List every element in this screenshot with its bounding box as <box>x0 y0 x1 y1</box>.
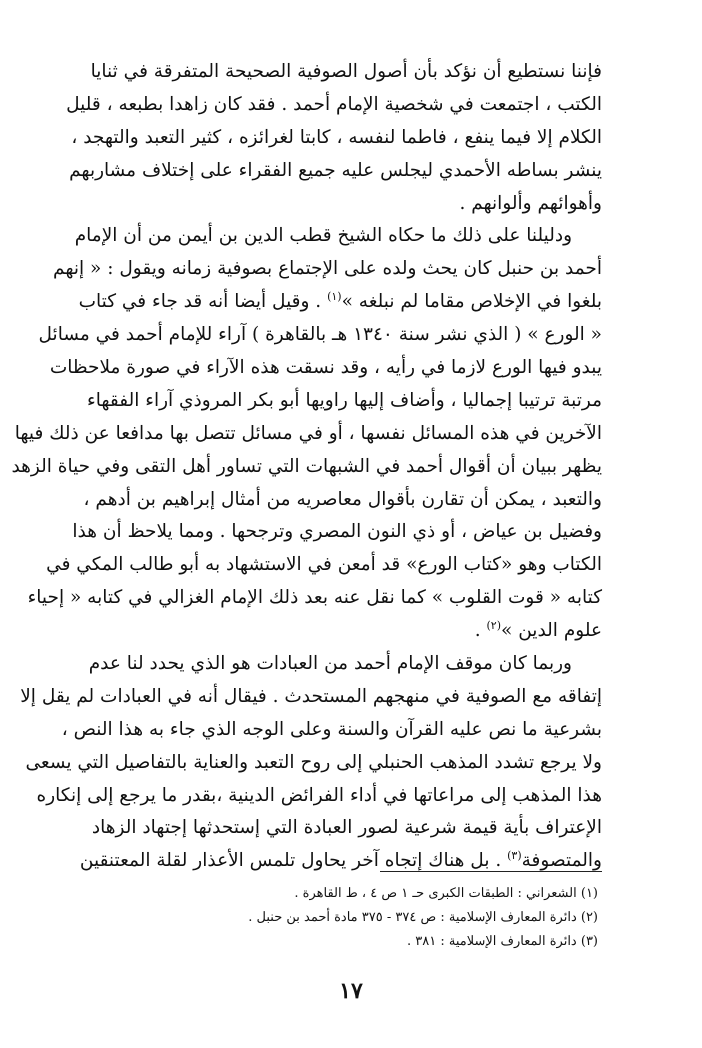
footnote-ref-1: (١) <box>327 290 342 304</box>
text-line: أحمد بن حنبل كان يحث ولده على الإجتماع بصوفية زمانه ويقول : « إنهم <box>53 258 602 280</box>
text-line: ينشر بساطه الأحمدي ليجلس عليه جميع الفقراء على إختلاف مشاربهم <box>69 159 602 181</box>
text-line: الكتب ، اجتمعت في شخصية الإمام أحمد . فقد كان زاهدا بطبعه ، قليل <box>66 93 602 115</box>
page-number: ١٧ <box>339 978 363 1004</box>
footnote-ref-3: (٣) <box>507 849 522 863</box>
text-line: إتفاقه مع الصوفية في منهجهم المستحدث . فيقال أنه في العبادات لم يقل إلا <box>20 685 602 707</box>
text-line: الكتاب وهو «كتاب الورع» قد أمعن في الاستشهاد به أبو طالب المكي في <box>46 554 602 576</box>
text-line: الإعتراف بأية قيمة شرعية لصور العبادة التي إستحدثها إجتهاد الزهاد <box>91 817 602 839</box>
footnote-ref-2: (٢) <box>486 618 502 632</box>
text-line <box>78 286 602 319</box>
footnote-2: (٢) دائرة المعارف الإسلامية : ص ٣٧٤ - ٣٧٥ مادة أحمد بن حنبل . <box>248 910 598 925</box>
text-line: مرتبة ترتيبا إجماليا ، وأضاف إليها راويها أبو بكر المروذي آراء الفقهاء <box>87 389 602 411</box>
text-line: ولا يرجع تشدد المذهب الحنبلي إلى روح التعبد والعناية بالتفاصيل التي يسعى <box>25 751 602 773</box>
body-text <box>11 56 602 878</box>
text-line: ودليلنا على ذلك ما حكاه الشيخ قطب الدين بن أيمن من أن الإمام <box>74 225 572 247</box>
line-segment: بلغوا في الإخلاص مقاما لم نبلغه » <box>341 291 602 313</box>
text-line: فإننا نستطيع أن نؤكد بأن أصول الصوفية الصحيحة المتفرقة في ثنايا <box>90 61 602 82</box>
text-line: وأهوائهم وألوانهم . <box>459 192 602 214</box>
text-line: يبدو فيها الورع لازما في رأيه ، وقد نسقت هذه الآراء في صورة ملاحظات <box>49 357 602 379</box>
text-line: وربما كان موقف الإمام أحمد من العبادات هو الذي يحدد لنا عدم <box>88 653 572 675</box>
text-line: « الورع » ( الذي نشر سنة ١٣٤٠ هـ بالقاهرة ) آراء للإمام أحمد في مسائل <box>38 324 602 346</box>
footnote-separator <box>380 871 602 872</box>
line-segment: والمتصوفة <box>521 850 602 872</box>
footnotes <box>100 882 602 954</box>
text-line: الآخرين في هذه المسائل نفسها ، أو في مسائل تتصل بها مدافعا عن ذلك فيها <box>14 422 602 444</box>
text-line: يظهر ببيان أن أقوال أحمد في الشبهات التي تساور أهل التقى وفي حياة الزهد <box>11 455 602 477</box>
text-line: هذا المذهب إلى مراعاتها في أداء الفرائض الدينية ،بقدر ما يرجع إلى إنكاره <box>36 784 602 806</box>
text-line: بشرعية ما نص عليه القرآن والسنة وعلى الوجه الذي جاء به هذا النص ، <box>61 718 602 740</box>
text-line: الكلام إلا فيما ينفع ، فاطما لنفسه ، كابتا لغرائزه ، كثير التعبد والتهجد ، <box>71 126 602 148</box>
line-segment: علوم الدين » <box>501 620 602 642</box>
text-line: كتابه « قوت القلوب » كما نقل عنه بعد ذلك الإمام الغزالي في كتابه « إحياء <box>27 587 602 609</box>
footnote-3: (٣) دائرة المعارف الإسلامية : ٣٨١ . <box>406 934 598 949</box>
line-segment: . بل هناك إتجاه آخر يحاول تلمس الأعذار لقلة المعتنقين <box>79 850 502 872</box>
footnote-1: (١) الشعراني : الطبقات الكبرى حـ ١ ص ٤ ، ط القاهرة . <box>294 886 598 901</box>
line-segment: . <box>474 620 481 642</box>
text-line: وفضيل بن عياض ، أو ذي النون المصري وترجحها . ومما يلاحظ أن هذا <box>72 521 602 543</box>
text-line: والتعبد ، يمكن أن تقارن بأقوال معاصريه من أمثال إبراهيم بن أدهم ، <box>83 488 602 510</box>
text-line <box>79 845 602 878</box>
text-line <box>100 615 602 648</box>
line-segment: . وقيل أيضا أنه قد جاء في كتاب <box>78 291 322 313</box>
